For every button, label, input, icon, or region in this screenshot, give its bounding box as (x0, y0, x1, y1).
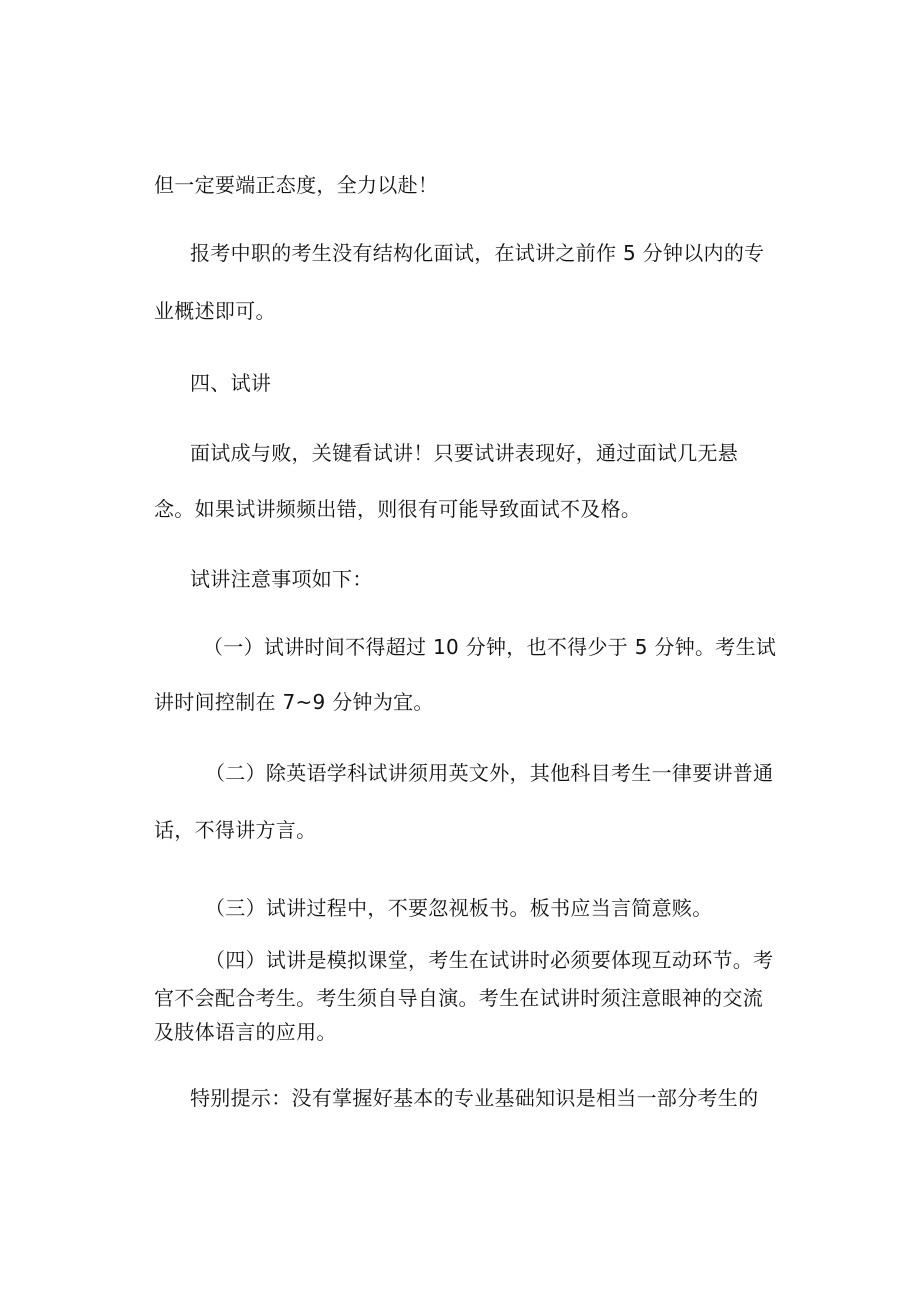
text-line: 业概述即可。 (154, 299, 276, 323)
text-line: 面试成与败，关键看试讲！只要试讲表现好，通过面试几无悬 (190, 441, 739, 465)
text-line: 特别提示：没有掌握好基本的专业基础知识是相当一部分考生的 (190, 1086, 759, 1110)
text-line: 但一定要端正态度，全力以赴！ (154, 173, 439, 197)
text-line: 报考中职的考生没有结构化面试，在试讲之前作 5 分钟以内的专 (190, 241, 765, 265)
list-item-line: （四）试讲是模拟课堂，考生在试讲时必须要体现互动环节。考 (205, 948, 774, 972)
section-heading: 四、试讲 (190, 371, 272, 395)
list-item-line: 官不会配合考生。考生须自导自演。考生在试讲时须注意眼神的交流 (154, 986, 763, 1010)
list-item-line: （一）试讲时间不得超过 10 分钟，也不得少于 5 分钟。考生试 (203, 635, 777, 659)
list-item-line: （三）试讲过程中，不要忽视板书。板书应当言简意赅。 (205, 896, 713, 920)
text-line: 试讲注意事项如下： (190, 567, 373, 591)
list-item-line: 讲时间控制在 7~9 分钟为宜。 (154, 690, 434, 714)
text-line: 念。如果试讲频频出错，则很有可能导致面试不及格。 (154, 497, 642, 521)
list-item-line: 话，不得讲方言。 (154, 818, 317, 842)
list-item-line: （二）除英语学科试讲须用英文外，其他科目考生一律要讲普通 (205, 761, 774, 785)
list-item-line: 及肢体语言的应用。 (154, 1020, 337, 1044)
